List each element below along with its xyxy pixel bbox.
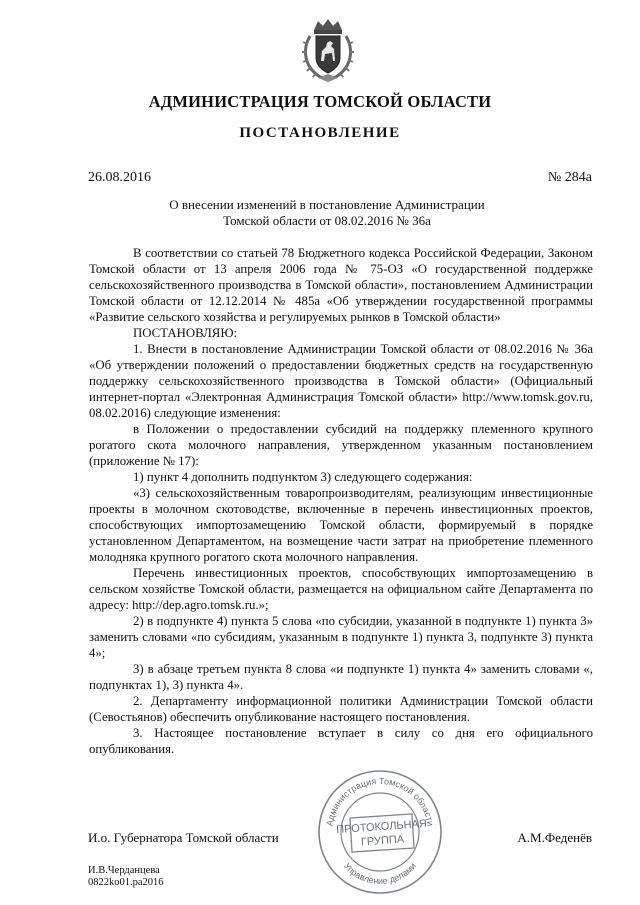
- stamp-ring-top-text: Администрация Томской области: [324, 775, 436, 827]
- document-type: ПОСТАНОВЛЕНИЕ: [239, 125, 401, 141]
- body-paragraph: 3. Настоящее постановление вступает в силу со дня его официального опубликования.: [89, 726, 593, 756]
- subject-line-2: Томской области от 08.02.2016 № 36а: [223, 213, 431, 228]
- body-paragraph: 1) пункт 4 дополнить подпунктом 3) следующего содержания:: [133, 470, 473, 484]
- body-paragraph: 2) в подпункте 4) пункта 5 слова «по субсидии, указанной в подпункте 1) пункта 3» заменить словами «по субсидиям, указанным в подпункте 1) пункта 3, подпункте 3) пункта 4»;: [89, 614, 593, 660]
- document-date: 26.08.2016: [88, 170, 151, 185]
- document-number: № 284а: [547, 170, 592, 185]
- body-paragraph: «3) сельскохозяйственным товаропроизводителям, реализующим инвестиционные проекты в молочном скотоводстве, включенные в перечень инвестиционных проектов, способствующих импортозамещению Томской области, формируемый в порядке установленном Департаментом, на возмещение части затрат на приобретение племенного молодняка крупного рогатого скота молочного направления.: [89, 486, 593, 564]
- body-paragraph: 2. Департаменту информационной политики Администрации Томской области (Севостьянов) обеспечить опубликование настоящего постановления.: [89, 694, 593, 724]
- signatory-name: А.М.Феденёв: [517, 830, 592, 845]
- executor-name: И.В.Черданцева: [88, 865, 160, 876]
- executor-file: 0822ko01.pa2016: [88, 877, 164, 888]
- official-stamp-icon: [316, 768, 444, 896]
- body-paragraph: В соответствии со статьей 78 Бюджетного кодекса Российской Федерации, Законом Томской области от 13 апреля 2006 года № 75-ОЗ «О государственной поддержке сельскохозяйственного производства в Томской области», постановлением Администрации Томской области от 12.12.2014 № 485а «Об утверждении государственной программы «Развитие сельского хозяйства и регулируемых рынков в Томской области»: [89, 246, 593, 324]
- resolution-keyword: ПОСТАНОВЛЯЮ:: [133, 326, 238, 340]
- body-paragraph: 3) в абзаце третьем пункта 8 слова «и подпункте 1) пункта 4» заменить словами «, подпунктах 1), 3) пункта 4».: [89, 662, 593, 692]
- signatory-position: И.о. Губернатора Томской области: [88, 830, 279, 845]
- body-paragraph: в Положении о предоставлении субсидий на поддержку племенного крупного рогатого скота молочного направления, утвержденном указанным постановлением (приложение № 17):: [89, 422, 593, 468]
- tomsk-coat-of-arms-icon: [300, 16, 356, 84]
- document-body: [89, 245, 593, 757]
- stamp-center-line-2: ГРУППА: [360, 833, 405, 849]
- executor-info: [88, 865, 164, 889]
- subject-line-1: О внесении изменений в постановление Администрации: [169, 197, 485, 212]
- organization-title: АДМИНИСТРАЦИЯ ТОМСКОЙ ОБЛАСТИ: [148, 92, 492, 111]
- stamp-ring-bottom-text: Управление делами: [341, 860, 419, 887]
- document-subject: [150, 197, 504, 229]
- stamp-center-line-1: ПРОТОКОЛЬНАЯ: [335, 817, 428, 837]
- body-paragraph: Перечень инвестиционных проектов, способствующих импортозамещению в сельском хозяйстве Томской области, размещается на официальном сайте Департамента по адресу: http://dep.agro.tomsk.ru.»;: [89, 566, 593, 612]
- body-paragraph: 1. Внести в постановление Администрации Томской области от 08.02.2016 № 36а «Об утверждении положений о предоставлении бюджетных средств на государственную поддержку сельскохозяйственного производства в Томской области» (Официальный интернет-портал «Электронная Администрация Томской области» http://www.tomsk.gov.ru, 08.02.2016) следующие изменения:: [89, 342, 593, 420]
